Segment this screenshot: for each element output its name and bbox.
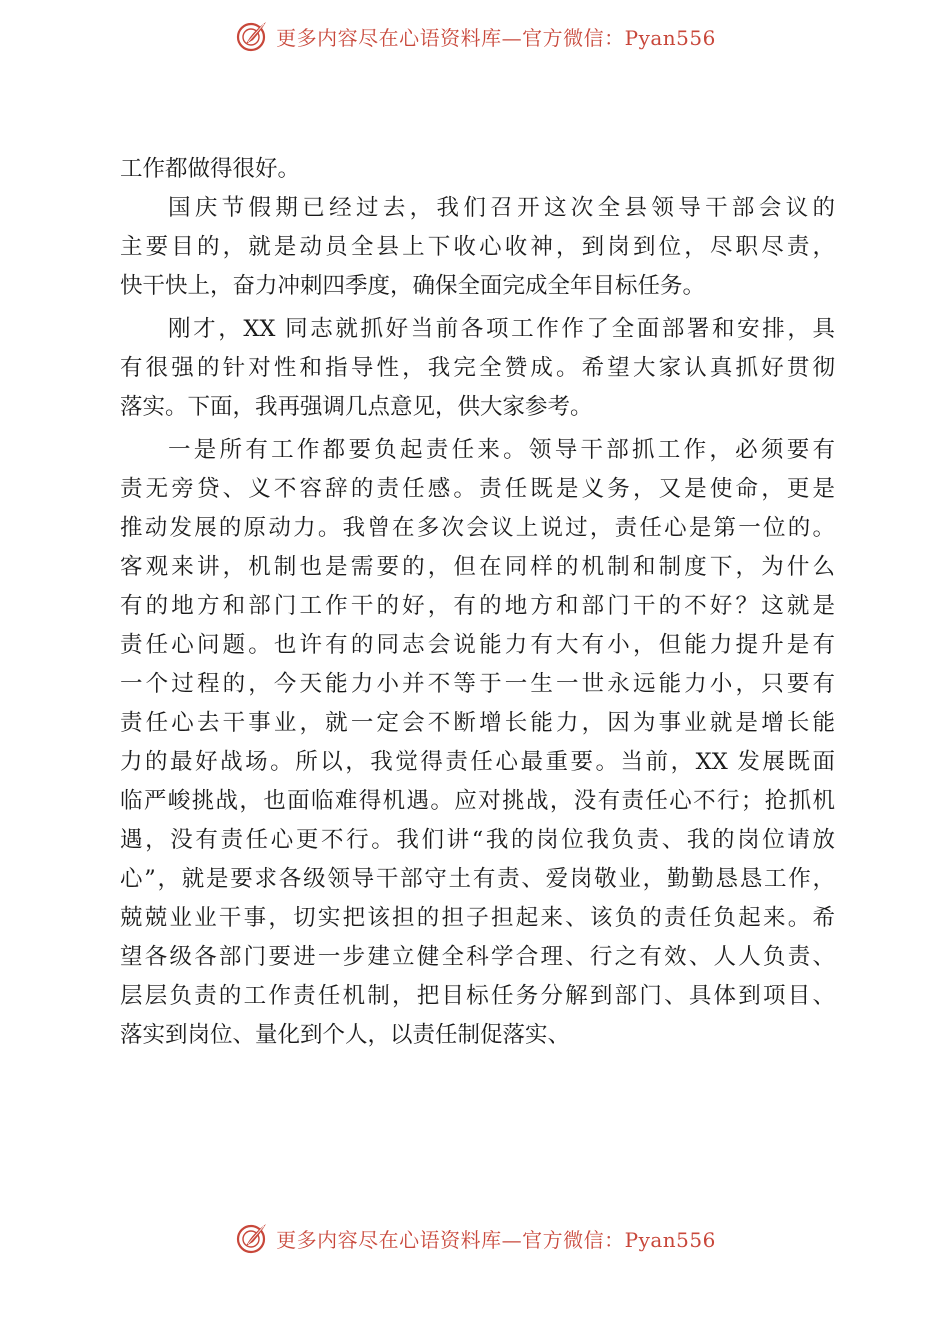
watermark-text: 更多内容尽在心语资料库—官方微信：Pyan556 [276, 25, 716, 50]
text-line: 遇，没有责任心更不行。我们讲“我的岗位我负责、我的岗位请放 [120, 827, 835, 853]
text-line: 推动发展的原动力。我曾在多次会议上说过，责任心是第一位的。 [120, 515, 835, 541]
text-line: 临严峻挑战，也面临难得机遇。应对挑战，没有责任心不行；抢抓机 [120, 788, 835, 814]
watermark-text: 更多内容尽在心语资料库—官方微信：Pyan556 [276, 1227, 716, 1252]
text-line: 力的最好战场。所以，我觉得责任心最重要。当前，XX 发展既面 [120, 749, 835, 775]
text-line: 工作都做得很好。 [120, 156, 301, 182]
header-watermark [0, 14, 950, 58]
text-line: 兢兢业业干事，切实把该担的担子担起来、该负的责任负起来。希 [120, 905, 835, 931]
text-line: 刚才，XX 同志就抓好当前各项工作作了全面部署和安排，具 [168, 316, 835, 342]
text-line: 有很强的针对性和指导性，我完全赞成。希望大家认真抓好贯彻 [120, 355, 835, 381]
text-line: 国庆节假期已经过去，我们召开这次全县领导干部会议的 [168, 195, 835, 221]
text-line: 责任心问题。也许有的同志会说能力有大有小，但能力提升是有 [120, 632, 835, 658]
quill-seal-icon [234, 1220, 270, 1256]
text-line: 落实。下面，我再强调几点意见，供大家参考。 [120, 394, 593, 420]
text-line: 有的地方和部门工作干的好，有的地方和部门干的不好？这就是 [120, 593, 835, 619]
text-line: 望各级各部门要进一步建立健全科学合理、行之有效、人人负责、 [120, 944, 835, 970]
text-line: 快干快上，奋力冲刺四季度，确保全面完成全年目标任务。 [120, 273, 706, 299]
text-line: 责无旁贷、义不容辞的责任感。责任既是义务，又是使命，更是 [120, 476, 835, 502]
text-line: 一是所有工作都要负起责任来。领导干部抓工作，必须要有 [168, 437, 835, 463]
text-line: 一个过程的，今天能力小并不等于一生一世永远能力小，只要有 [120, 671, 835, 697]
text-line: 责任心去干事业，就一定会不断增长能力，因为事业就是增长能 [120, 710, 835, 736]
footer-watermark [0, 1216, 950, 1260]
quill-seal-icon [234, 18, 270, 54]
text-line: 主要目的，就是动员全县上下收心收神，到岗到位，尽职尽责， [120, 234, 835, 260]
text-line: 层层负责的工作责任机制，把目标任务分解到部门、具体到项目、 [120, 983, 835, 1009]
text-line: 客观来讲，机制也是需要的，但在同样的机制和制度下，为什么 [120, 554, 835, 580]
text-line: 落实到岗位、量化到个人，以责任制促落实、 [120, 1022, 571, 1048]
text-line: 心”，就是要求各级领导干部守土有责、爱岗敬业，勤勤恳恳工作， [120, 866, 835, 892]
